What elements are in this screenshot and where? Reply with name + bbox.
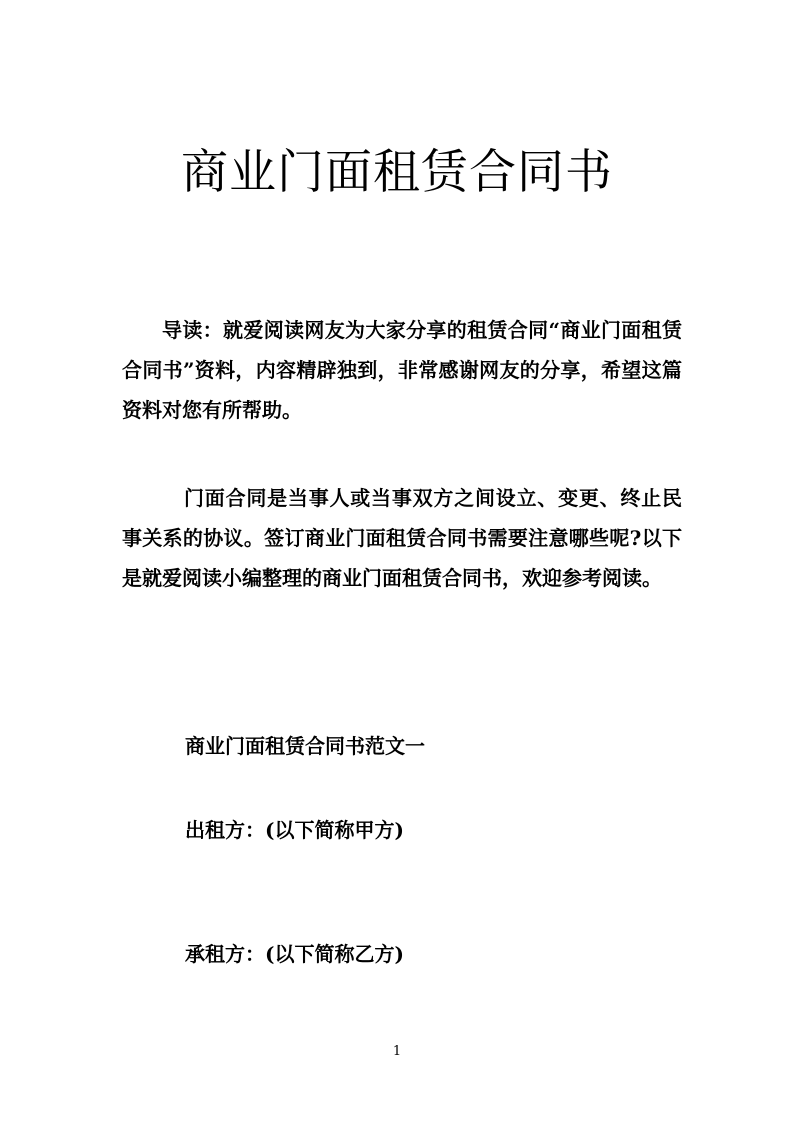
- page-number: 1: [392, 1044, 402, 1059]
- lessee-line: 承租方：(以下简称乙方): [185, 942, 404, 966]
- intro-paragraph: 导读：就爱阅读网友为大家分享的租赁合同“商业门面租赁合同书”资料，内容精辟独到，非常感谢网友的分享，希望这篇资料对您有所帮助。: [122, 318, 682, 422]
- description-paragraph: 门面合同是当事人或当事双方之间设立、变更、终止民事关系的协议。签订商业门面租赁合同书需要注意哪些呢?以下是就爱阅读小编整理的商业门面租赁合同书，欢迎参考阅读。: [122, 486, 682, 590]
- document-title: 商业门面租赁合同书: [181, 145, 613, 200]
- section-heading: 商业门面租赁合同书范文一: [185, 734, 425, 758]
- lessor-line: 出租方：(以下简称甲方): [185, 818, 404, 842]
